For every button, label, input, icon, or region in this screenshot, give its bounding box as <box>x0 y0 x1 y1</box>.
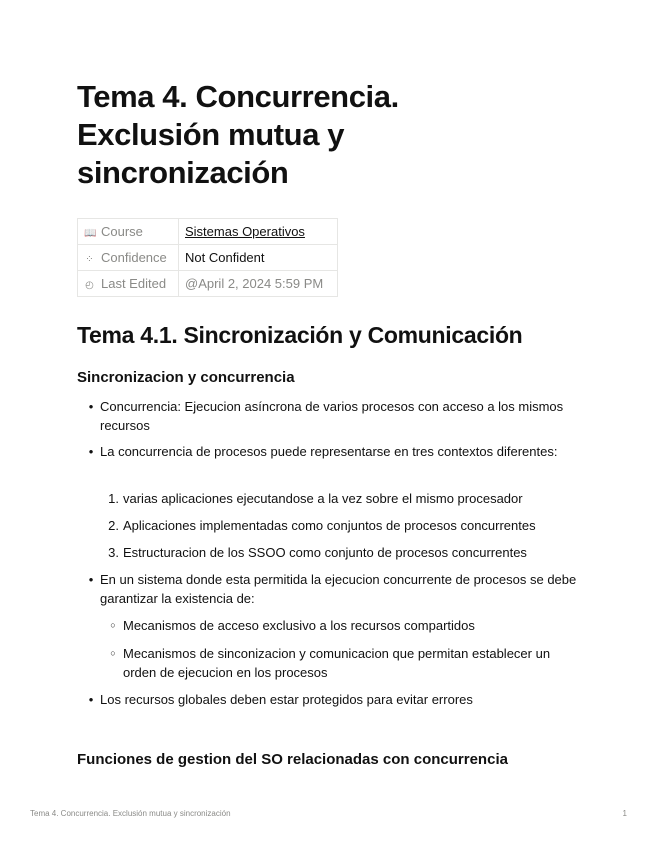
last-edited-value: @April 2, 2024 5:59 PM <box>185 276 324 291</box>
bullet-marker: • <box>88 399 94 414</box>
sub-list-item: ○ Mecanismos de sinconizacion y comunicacion que permitan establecer un orden de ejecucion en los procesos <box>123 644 583 682</box>
number-marker: 3. <box>108 545 119 560</box>
subheading-funciones: Funciones de gestion del SO relacionadas con concurrencia <box>77 751 508 768</box>
hollow-bullet-marker: ○ <box>110 648 116 658</box>
bullet-marker: • <box>88 572 94 587</box>
sub-list-item: ○ Mecanismos de acceso exclusivo a los recursos compartidos <box>123 616 583 635</box>
number-marker: 1. <box>108 491 119 506</box>
bullet-marker: • <box>88 692 94 707</box>
number-marker: 2. <box>108 518 119 533</box>
property-row-confidence <box>78 245 338 271</box>
page-number: 1 <box>622 809 627 818</box>
section-heading: Tema 4.1. Sincronización y Comunicación <box>77 322 523 348</box>
property-row-last-edited <box>78 271 338 297</box>
numbered-item: 1. varias aplicaciones ejecutandose a la vez sobre el mismo procesador <box>123 489 583 508</box>
numbered-item: 3. Estructuracion de los SSOO como conjunto de procesos concurrentes <box>123 543 583 562</box>
properties-table <box>77 218 338 297</box>
list-item: • La concurrencia de procesos puede representarse en tres contextos diferentes: <box>100 442 580 461</box>
property-label: Confidence <box>101 250 167 265</box>
confidence-spinner-icon: ⁘ <box>85 254 94 265</box>
list-item: • Los recursos globales deben estar protegidos para evitar errores <box>100 690 580 709</box>
confidence-value: Not Confident <box>185 250 265 265</box>
course-book-icon: 📖 <box>84 228 97 239</box>
hollow-bullet-marker: ○ <box>110 620 116 630</box>
property-label: Last Edited <box>101 276 167 291</box>
list-item: • En un sistema donde esta permitida la ejecucion concurrente de procesos se debe garantizar la existencia de: <box>100 570 580 608</box>
course-link[interactable]: Sistemas Operativos <box>185 224 305 239</box>
property-row-course <box>78 219 338 245</box>
property-label: Course <box>101 224 143 239</box>
page-title: Tema 4. Concurrencia. Exclusión mutua y sincronización <box>77 79 399 190</box>
bullet-marker: • <box>88 444 94 459</box>
clock-icon: ◴ <box>85 280 94 291</box>
footer-title: Tema 4. Concurrencia. Exclusión mutua y sincronización <box>30 809 231 818</box>
subheading-sincronizacion: Sincronizacion y concurrencia <box>77 369 295 386</box>
numbered-item: 2. Aplicaciones implementadas como conjuntos de procesos concurrentes <box>123 516 583 535</box>
list-item: • Concurrencia: Ejecucion asíncrona de varios procesos con acceso a los mismos recursos <box>100 397 580 435</box>
